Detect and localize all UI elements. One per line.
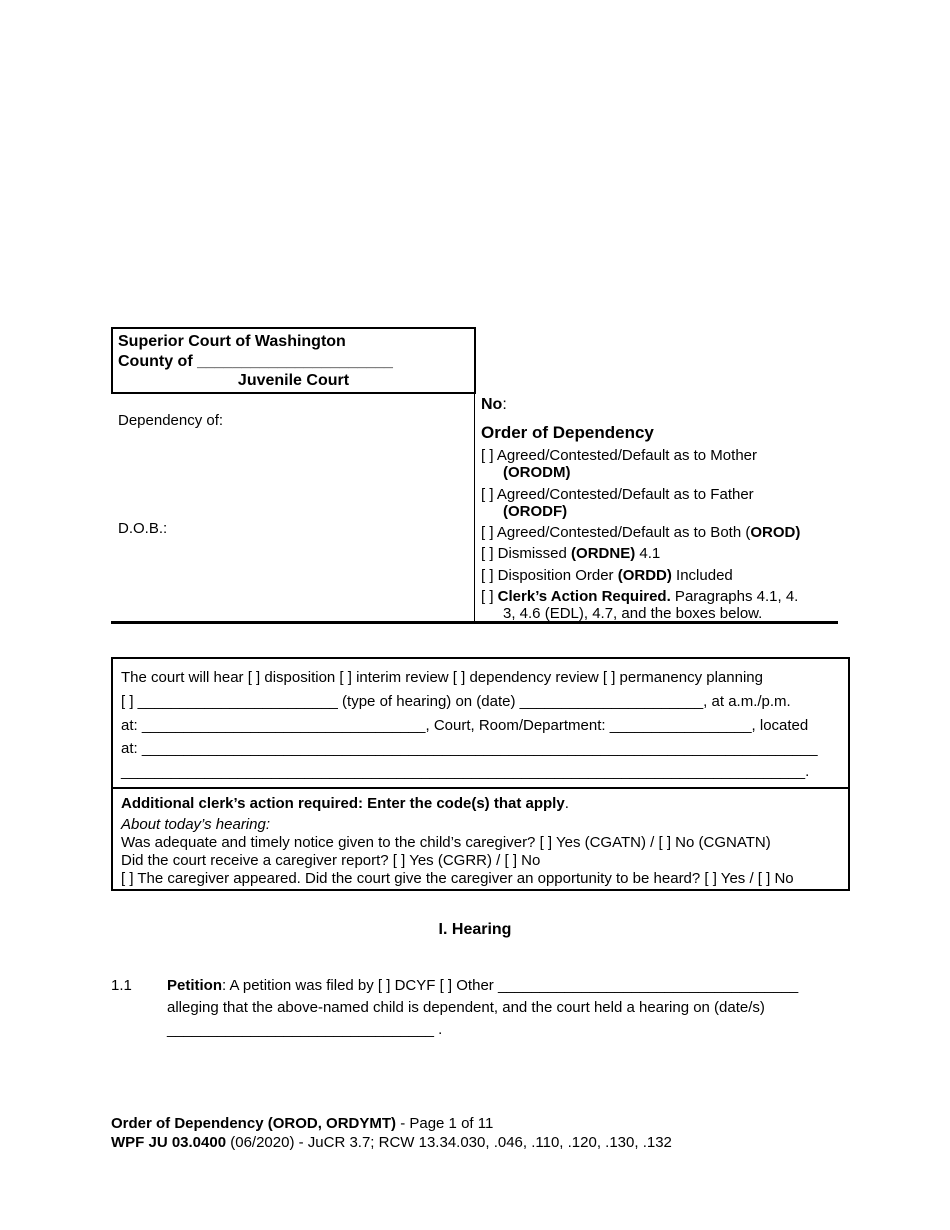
court-caption-box [111,327,476,394]
hearing-line-1: The court will hear [ ] disposition [ ] interim review [ ] dependency review [ ] permanency planning [121,669,763,686]
hearing-line-3: at: __________________________________, Court, Room/Department: _________________, located [121,717,809,734]
section-heading: I. Hearing [438,921,512,938]
caregiver-notice-question: Was adequate and timely notice given to the child’s caregiver? [ ] Yes (CGATN) / [ ] No (CGNATN) [121,834,771,851]
court-division: Juvenile Court [237,372,350,389]
hearing-line-4: at: _________________________________________________________________________________ [121,740,818,757]
next-hearing-box [111,657,850,891]
paragraph-petition-line-3: ________________________________ . [167,1021,443,1038]
dependency-of-label: Dependency of: [118,412,224,429]
option-disposition: [ ] Disposition Order (ORDD) Included [481,567,733,584]
checkbox[interactable]: [ ] [481,524,497,541]
caption-divider-vertical [474,327,475,623]
paragraph-petition-line-1: Petition: A petition was filed by [ ] DCYF [ ] Other ____________________________________ [167,977,799,994]
hearing-line-5: __________________________________________________________________________________. [121,763,810,780]
option-father: [ ] Agreed/Contested/Default as to Father (ORODF) [481,486,754,520]
court-title: Superior Court of Washington [118,333,346,350]
paragraph-number: 1.1 [111,977,132,994]
checkbox[interactable]: [ ] [481,567,498,584]
footer-form-id: WPF JU 03.0400 (06/2020) - JuCR 3.7; RCW 13.34.030, .046, .110, .120, .130, .132 [111,1134,672,1151]
about-today-label: About today’s hearing: [121,816,270,833]
checkbox[interactable]: [ ] [481,545,498,562]
footer-title: Order of Dependency (OROD, ORDYMT) - Page 1 of 11 [111,1115,494,1132]
case-number: No: [481,396,507,413]
checkbox[interactable]: [ ] [481,447,497,464]
order-title: Order of Dependency [481,423,654,442]
option-clerk-action: [ ] Clerk’s Action Required. Paragraphs 4.1, 4. 3, 4.6 (EDL), 4.7, and the boxes below. [481,588,799,622]
hearing-line-2: [ ] ________________________ (type of hearing) on (date) ______________________, at a.m./p.m. [121,693,791,710]
caregiver-report-question: Did the court receive a caregiver report? [ ] Yes (CGRR) / [ ] No [121,852,541,869]
hearing-box-divider [113,787,848,789]
clerk-heading: Additional clerk’s action required: Enter the code(s) that apply. [121,795,569,812]
case-number-label: No [481,396,503,413]
dob-label: D.O.B.: [118,520,168,537]
checkbox[interactable]: [ ] [481,486,497,503]
paragraph-petition-line-2: alleging that the above-named child is dependent, and the court held a hearing on (date/s) [167,999,765,1016]
option-dismissed: [ ] Dismissed (ORDNE) 4.1 [481,545,661,562]
county-line: County of ______________________ [118,353,393,370]
checkbox[interactable]: [ ] [481,588,498,605]
option-mother: [ ] Agreed/Contested/Default as to Mother (ORODM) [481,447,757,481]
caregiver-heard-question: [ ] The caregiver appeared. Did the court give the caregiver an opportunity to be heard? [ ] Yes / [ ] No [121,870,794,887]
option-both: [ ] Agreed/Contested/Default as to Both (OROD) [481,524,801,541]
